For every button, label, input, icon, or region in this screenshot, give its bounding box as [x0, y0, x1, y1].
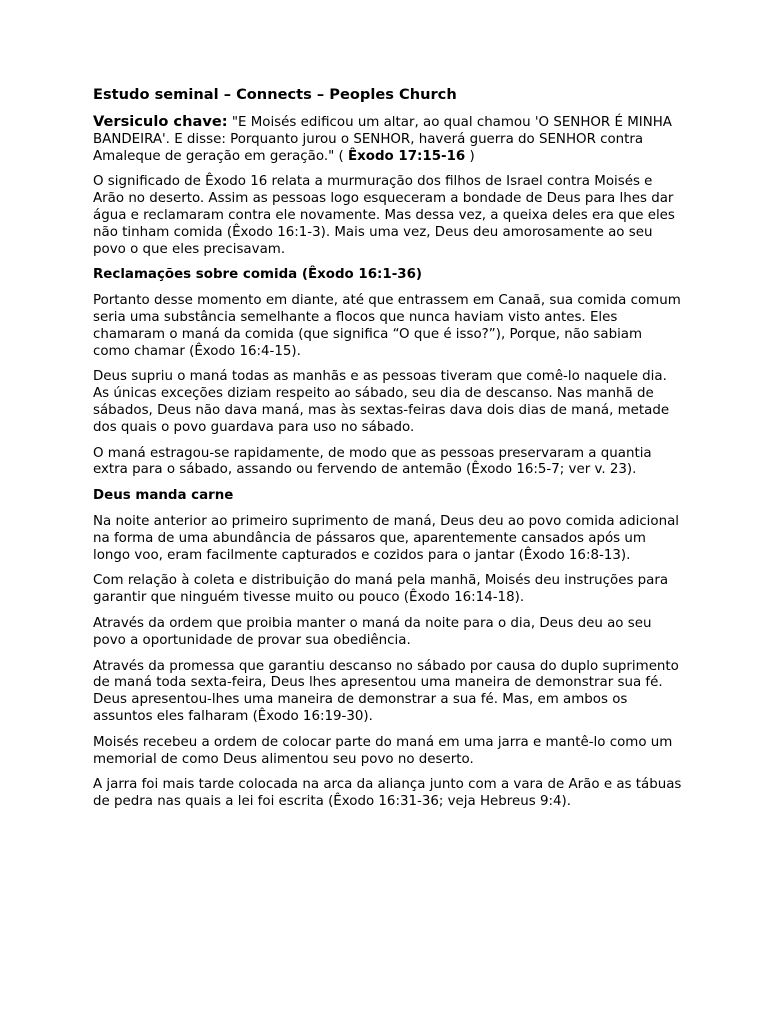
key-verse [93, 114, 683, 165]
paragraph: Moisés recebeu a ordem de colocar parte do maná em uma jarra e mantê-lo como um memorial de como Deus alimentou seu povo no deserto. [93, 734, 673, 767]
section-heading-meat: Deus manda carne [93, 488, 234, 504]
paragraph: Portanto desse momento em diante, até que entrassem em Canaã, sua comida comum seria uma substância semelhante a flocos que nunca haviam visto antes. Eles chamaram o maná da comida (que significa “O que é isso?”), Porque, não sabiam como chamar (Êxodo 16:4-15). [93, 293, 681, 359]
paragraph: Na noite anterior ao primeiro suprimento de maná, Deus deu ao povo comida adicional na forma de uma abundância de pássaros que, aparentemente cansados após um longo voo, eram facilmente capturados e cozidos para o jantar (Êxodo 16:8-13). [93, 513, 680, 563]
document-title: Estudo seminal – Connects – Peoples Church [93, 86, 457, 103]
paragraph: Com relação à coleta e distribuição do maná pela manhã, Moisés deu instruções para garantir que ninguém tivesse muito ou pouco (Êxodo 16:14-18). [93, 573, 669, 606]
document-page [93, 86, 683, 820]
key-verse-close: ) [465, 148, 475, 164]
key-verse-label: Versiculo chave: [93, 113, 228, 130]
section-heading-complaints: Reclamações sobre comida (Êxodo 16:1-36) [93, 267, 423, 283]
paragraph: A jarra foi mais tarde colocada na arca da aliança junto com a vara de Arão e as tábuas de pedra nas quais a lei foi escrita (Êxodo 16:31-36; veja Hebreus 9:4). [93, 777, 682, 810]
paragraph: Através da ordem que proibia manter o maná da noite para o dia, Deus deu ao seu povo a oportunidade de provar sua obediência. [93, 615, 652, 648]
intro-paragraph: O significado de Êxodo 16 relata a murmuração dos filhos de Israel contra Moisés e Arão no deserto. Assim as pessoas logo esqueceram a bondade de Deus para lhes dar água e reclamaram contra ele novamente. Mas dessa vez, a queixa deles era que eles não tinham comida (Êxodo 16:1-3). Mais uma vez, Deus deu amorosamente ao seu povo o que eles precisavam. [93, 174, 675, 257]
paragraph: O maná estragou-se rapidamente, de modo que as pessoas preservaram a quantia extra para o sábado, assando ou fervendo de antemão (Êxodo 16:5-7; ver v. 23). [93, 445, 652, 478]
key-verse-text: "E Moisés edificou um altar, ao qual chamou 'O SENHOR É MINHA BANDEIRA'. E disse: Porquanto jurou o SENHOR, haverá guerra do SENHOR contra Amaleque de geração em geração." ( [93, 115, 672, 164]
paragraph: Através da promessa que garantiu descanso no sábado por causa do duplo suprimento de maná toda sexta-feira, Deus lhes apresentou uma maneira de demonstrar sua fé. Deus apresentou-lhes uma maneira de demonstrar a sua fé. Mas, em ambos os assuntos eles falharam (Êxodo 16:19-30). [93, 658, 679, 724]
key-verse-reference: Êxodo 17:15-16 [347, 148, 466, 164]
paragraph: Deus supriu o maná todas as manhãs e as pessoas tiveram que comê-lo naquele dia. As únicas exceções diziam respeito ao sábado, seu dia de descanso. Nas manhã de sábados, Deus não dava maná, mas às sextas-feiras dava dois dias de maná, metade dos quais o povo guardava para uso no sábado. [93, 369, 670, 435]
